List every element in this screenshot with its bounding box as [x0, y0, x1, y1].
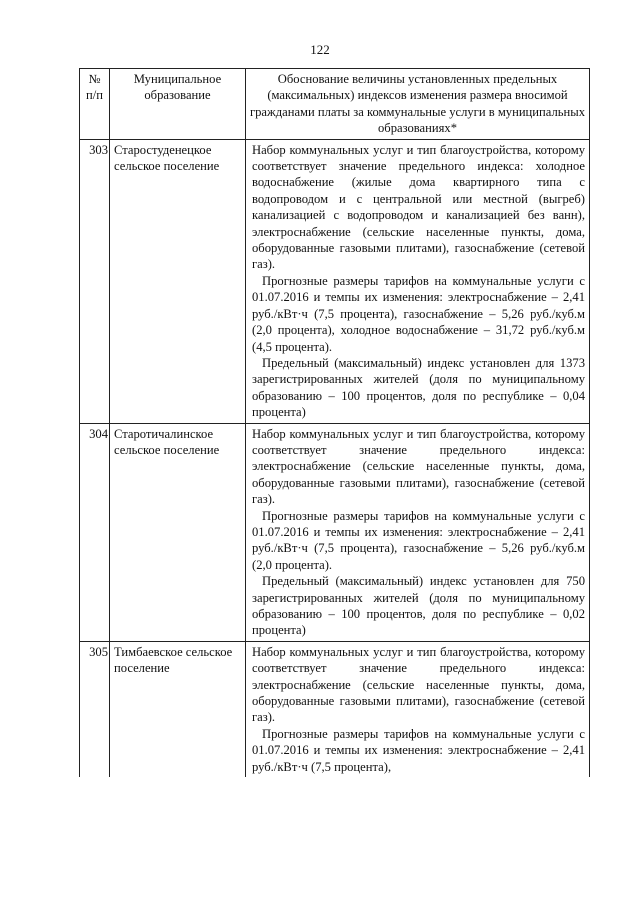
- row-municipality: Старостуденецкое сельское поселение: [110, 139, 246, 423]
- justification-paragraph: Прогнозные размеры тарифов на коммунальные услуги с 01.07.2016 и темпы их изменения: электроснабжение – 2,41 руб./кВт·ч (7,5 процента), газоснабжение – 5,26 руб./куб.м (2,0 процента), холодное водоснабжение – 31,72 руб./куб.м (4,5 процента).: [252, 273, 585, 354]
- table-row: [80, 641, 590, 777]
- justification-paragraph: Предельный (максимальный) индекс установлен для 750 зарегистрированных жителей (доля по муниципальному образованию – 100 процентов, доля по республике – 0,02 процента): [252, 574, 585, 638]
- table-header-row: [80, 69, 590, 140]
- header-number: № п/п: [80, 69, 110, 140]
- table-row: [80, 139, 590, 423]
- justification-paragraph: Набор коммунальных услуг и тип благоустройства, которому соответствует значение предельного индекса: холодное водоснабжение (жилые дома квартирного типа с водопроводом и с центральной или местной (выгреб) канализацией с водопроводом и канализацией без ванн), электроснабжение (сельские населенные пункты, дома, оборудованные газовыми плитами), газоснабжение (сетевой газ).: [252, 142, 585, 272]
- row-number: 303: [80, 139, 110, 423]
- header-municipality: Муниципальное образование: [110, 69, 246, 140]
- row-number: 304: [80, 423, 110, 641]
- justification-paragraph: Набор коммунальных услуг и тип благоустройства, которому соответствует значение предельного индекса: электроснабжение (сельские населенные пункты, дома, оборудованные газовыми плитами), газоснабжение (сетевой газ).: [252, 644, 585, 725]
- justification-paragraph: Предельный (максимальный) индекс установлен для 1373 зарегистрированных жителей (доля по муниципальному образованию – 100 процентов, доля по республике – 0,04 процента): [252, 355, 585, 420]
- justification-paragraph: Прогнозные размеры тарифов на коммунальные услуги с 01.07.2016 и темпы их изменения: электроснабжение – 2,41 руб./кВт·ч (7,5 процента),: [252, 726, 585, 774]
- row-justification: [246, 641, 590, 777]
- tariff-index-table: [79, 68, 590, 777]
- row-justification: [246, 139, 590, 423]
- header-justification: Обоснование величины установленных предельных (максимальных) индексов изменения размера вносимой гражданами платы за коммунальные услуги в муниципальных образованиях*: [246, 69, 590, 140]
- table-row: [80, 423, 590, 641]
- row-justification: [246, 423, 590, 641]
- justification-paragraph: Прогнозные размеры тарифов на коммунальные услуги с 01.07.2016 и темпы их изменения: электроснабжение – 2,41 руб./кВт·ч (7,5 процента), газоснабжение – 5,26 руб./куб.м (2,0 процента).: [252, 508, 585, 572]
- row-municipality: Старотичалинское сельское поселение: [110, 423, 246, 641]
- row-municipality: Тимбаевское сельское поселение: [110, 641, 246, 777]
- row-number: 305: [80, 641, 110, 777]
- page-number: 122: [310, 42, 330, 57]
- justification-paragraph: Набор коммунальных услуг и тип благоустройства, которому соответствует значение предельного индекса: электроснабжение (сельские населенные пункты, дома, оборудованные газовыми плитами), газоснабжение (сетевой газ).: [252, 426, 585, 507]
